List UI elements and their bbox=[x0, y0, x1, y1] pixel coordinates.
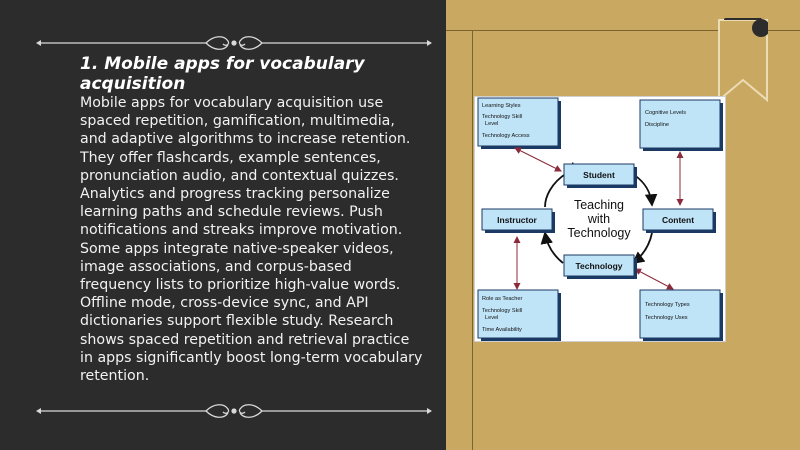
slide-body: Mobile apps for vocabulary acquisition use spaced repetition, gamification, multimedia, and adaptive algorithms to increase retention. They offer flashcards, example sentences, pronunciation audio, and contextual quizzes. Analytics and progress tracking personalize learning paths and schedule reviews. Push notifications and streaks improve motivation. Some apps integrate native-speaker videos, image associations, and corpus-based frequency lists to prioritize high-value words. Offline mode, cross-device sync, and API dictionaries support flexible study. Research shows spaced repetition and retrieval practice in apps significantly boost long-term vocabulary retention. bbox=[80, 95, 423, 385]
center-label: Teaching bbox=[573, 198, 625, 212]
corner-item: Technology Types bbox=[645, 302, 690, 308]
node-label: Instructor bbox=[497, 215, 537, 225]
corner-box-top-left bbox=[478, 98, 558, 146]
corner-item: Time Availability bbox=[482, 327, 522, 333]
frame-line-left bbox=[472, 30, 473, 450]
center-label: Technology bbox=[567, 226, 631, 240]
corner-item: Technology Uses bbox=[645, 315, 688, 321]
node-technology bbox=[564, 255, 637, 279]
corner-box-bottom-right bbox=[640, 290, 720, 338]
corner-item: Learning Styles bbox=[482, 103, 521, 109]
corner-item: Technology Access bbox=[482, 133, 530, 139]
node-label: Content bbox=[661, 215, 695, 225]
corner-box-top-right bbox=[640, 100, 720, 148]
node-label: Student bbox=[583, 170, 615, 180]
center-label: with bbox=[587, 212, 611, 226]
node-instructor bbox=[482, 209, 555, 233]
scroll-ornament-icon bbox=[34, 402, 434, 420]
node-label: Technology bbox=[575, 261, 623, 271]
corner-box-bottom-left bbox=[478, 290, 558, 338]
node-student bbox=[564, 164, 637, 188]
corner-item: Discipline bbox=[645, 122, 669, 128]
node-content bbox=[643, 209, 716, 233]
corner-item: Cognitive Levels bbox=[645, 110, 687, 116]
bookmark-ribbon-icon bbox=[718, 18, 768, 102]
corner-item: Technology Skill bbox=[482, 308, 523, 314]
slide-title: 1. Mobile apps for vocabulary acquisition bbox=[80, 54, 365, 94]
corner-item: Level bbox=[485, 315, 499, 321]
teaching-with-technology-diagram bbox=[474, 96, 726, 342]
corner-item: Technology Skill bbox=[482, 114, 523, 120]
corner-item: Level bbox=[485, 121, 499, 127]
scroll-ornament-icon bbox=[34, 34, 434, 52]
corner-item: Role as Teacher bbox=[482, 296, 523, 302]
